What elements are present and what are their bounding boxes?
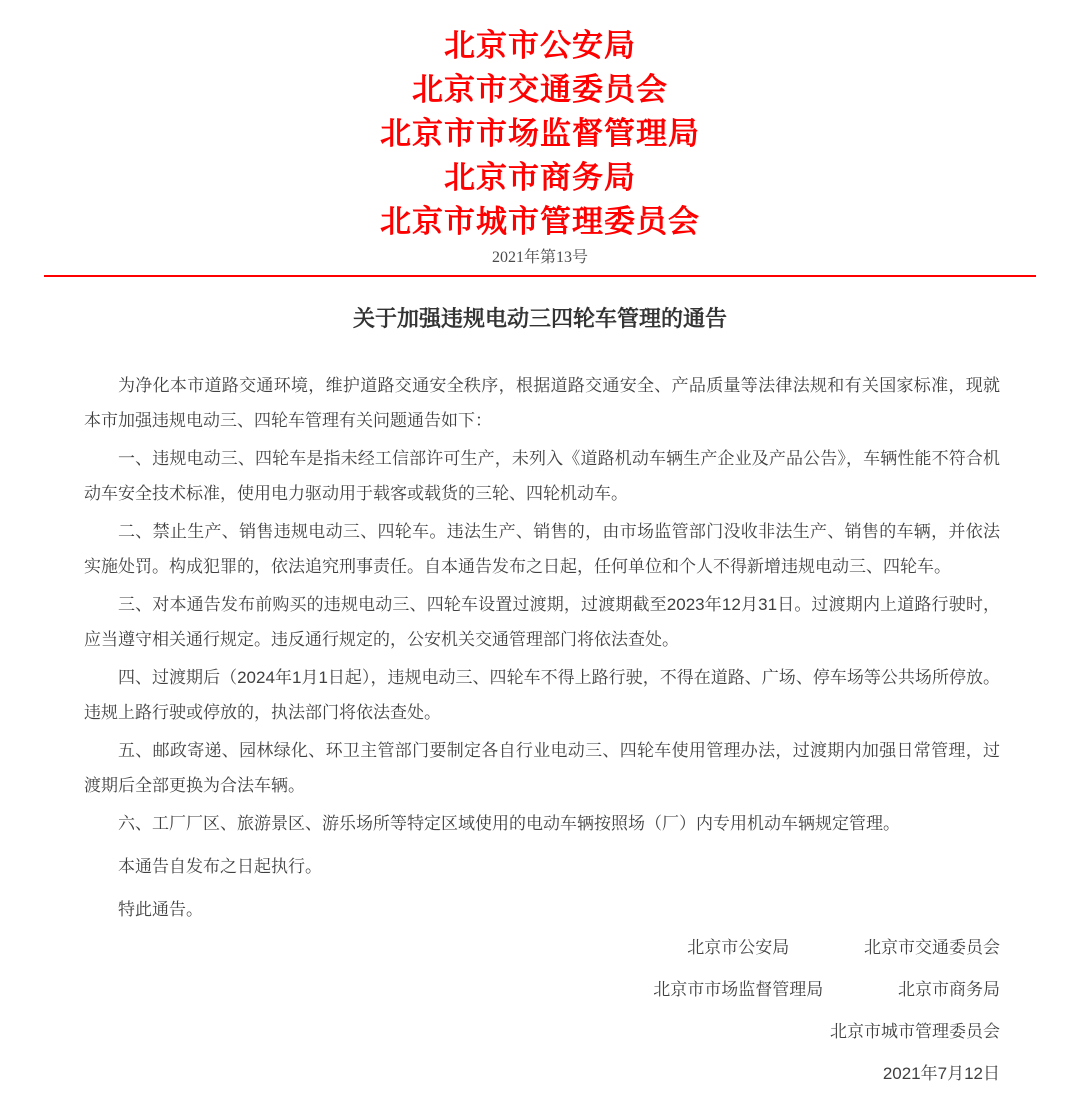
signature-row-3	[84, 1014, 1000, 1049]
paragraph-closing: 特此通告。	[118, 900, 203, 919]
signature-row-2	[84, 972, 1000, 1007]
doc-number: 2021年第13号	[491, 249, 588, 266]
paragraph-item-2: 二、禁止生产、销售违规电动三、四轮车。违法生产、销售的，由市场监管部门没收非法生产、销售的车辆，并依法实施处罚。构成犯罪的，依法追究刑事责任。自本通告发布之日起，任何单位和个人不得新增违规电动三、四轮车。	[84, 522, 1000, 576]
red-divider	[44, 275, 1036, 277]
signature-row-1	[84, 930, 1000, 965]
paragraph-item-5: 五、邮政寄递、园林绿化、环卫主管部门要制定各自行业电动三、四轮车使用管理办法，过渡期内加强日常管理，过渡期后全部更换为合法车辆。	[84, 741, 1000, 795]
notice-title: 关于加强违规电动三四轮车管理的通告	[352, 306, 727, 331]
signature-org: 北京市市场监督管理局	[653, 980, 824, 999]
issuer-line-4: 北京市商务局	[444, 160, 636, 195]
notice-header	[0, 24, 1080, 277]
signature-org: 北京市交通委员会	[864, 938, 1000, 957]
signature-org: 北京市城市管理委员会	[830, 1022, 1000, 1041]
signature-org: 北京市公安局	[687, 938, 790, 957]
issuer-line-1: 北京市公安局	[444, 28, 636, 63]
issuer-line-2: 北京市交通委员会	[412, 72, 668, 107]
signature-block	[84, 930, 1000, 1091]
issuer-list	[0, 24, 1080, 244]
issuer-line-5: 北京市城市管理委员会	[380, 204, 700, 239]
signature-org: 北京市商务局	[898, 980, 1000, 999]
paragraph-effective: 本通告自发布之日起执行。	[118, 857, 322, 876]
paragraph-item-4: 四、过渡期后（2024年1月1日起），违规电动三、四轮车不得上路行驶，不得在道路、广场、停车场等公共场所停放。违规上路行驶或停放的，执法部门将依法查处。	[84, 668, 1000, 722]
notice-content	[0, 368, 1080, 1091]
paragraph-item-3: 三、对本通告发布前购买的违规电动三、四轮车设置过渡期，过渡期截至2023年12月31日。过渡期内上道路行驶时，应当遵守相关通行规定。违反通行规定的，公安机关交通管理部门将依法查处。	[84, 595, 1000, 649]
paragraph-item-6: 六、工厂厂区、旅游景区、游乐场所等特定区域使用的电动车辆按照场（厂）内专用机动车辆规定管理。	[118, 814, 900, 833]
paragraph-item-1: 一、违规电动三、四轮车是指未经工信部许可生产，未列入《道路机动车辆生产企业及产品公告》，车辆性能不符合机动车安全技术标准，使用电力驱动用于载客或载货的三轮、四轮机动车。	[84, 449, 1000, 503]
notice-main	[0, 304, 1080, 1091]
paragraph-intro: 为净化本市道路交通环境，维护道路交通安全秩序，根据道路交通安全、产品质量等法律法规和有关国家标准，现就本市加强违规电动三、四轮车管理有关问题通告如下：	[84, 376, 1000, 430]
notice-date: 2021年7月12日	[882, 1064, 1000, 1083]
issuer-line-3: 北京市市场监督管理局	[380, 116, 700, 151]
